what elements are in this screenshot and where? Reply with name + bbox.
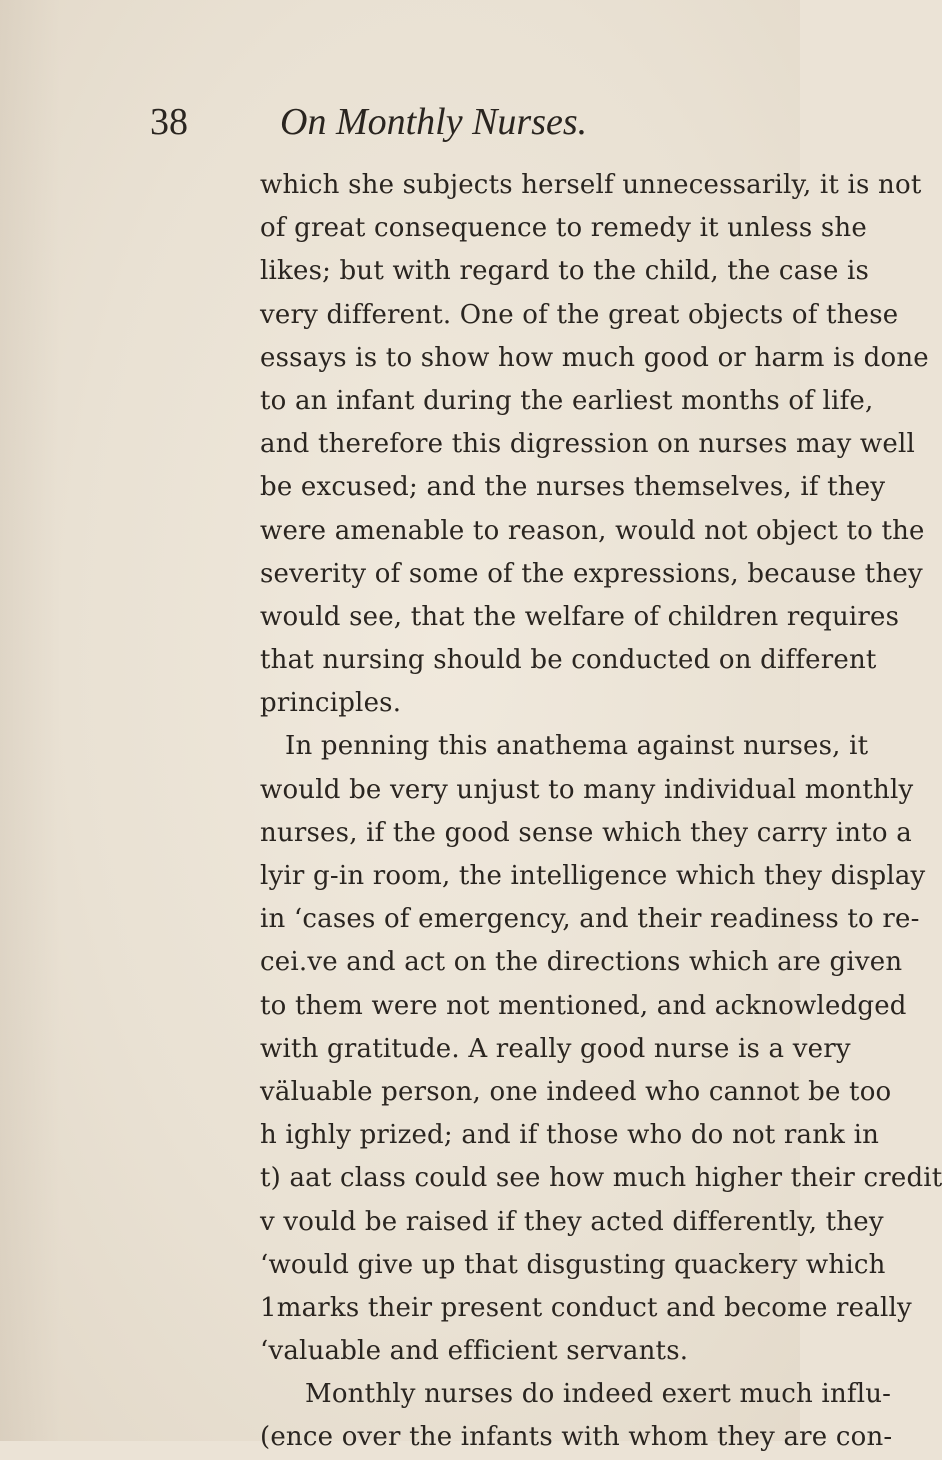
- text-line: nurses, if the good sense which they carry into a: [260, 817, 912, 848]
- text-line: ‘would give up that disgusting quackery which: [260, 1249, 886, 1280]
- text-line: lyir g-in room, the intelligence which they display: [260, 861, 926, 891]
- text-line: 1marks their present conduct and become really: [260, 1292, 912, 1323]
- text-line: essays is to show how much good or harm is done: [260, 342, 929, 373]
- text-line: to them were not mentioned, and acknowledged: [260, 990, 907, 1021]
- text-line: cei.ve and act on the directions which are given: [260, 947, 903, 978]
- text-line: In penning this anathema against nurses, it: [285, 731, 869, 762]
- body-text: [0, 164, 942, 1460]
- text-line: ‘valuable and efficient servants.: [260, 1336, 689, 1367]
- text-line: would be very unjust to many individual monthly: [260, 774, 914, 805]
- text-line: and therefore this digression on nurses may well: [260, 429, 916, 460]
- text-line: to an infant during the earliest months of life,: [260, 385, 874, 416]
- text-line: t) aat class could see how much higher their credit: [260, 1163, 942, 1194]
- text-line: principles.: [260, 688, 402, 719]
- text-line: of great consequence to remedy it unless she: [260, 213, 867, 244]
- text-line: in ‘cases of emergency, and their readiness to re-: [260, 904, 920, 935]
- text-line: very different. One of the great objects of these: [260, 299, 899, 330]
- text-line: with gratitude. A really good nurse is a very: [260, 1033, 851, 1064]
- text-line: were amenable to reason, would not object to the: [260, 515, 925, 546]
- text-line: väluable person, one indeed who cannot be too: [260, 1076, 892, 1107]
- text-line: would see, that the welfare of children requires: [260, 601, 900, 632]
- page-number: 38: [150, 101, 188, 143]
- text-line: be excused; and the nurses themselves, if they: [260, 472, 886, 503]
- text-line: Monthly nurses do indeed exert much influ-: [305, 1379, 892, 1410]
- text-line: likes; but with regard to the child, the case is: [260, 256, 870, 287]
- text-line: severity of some of the expressions, because they: [260, 558, 923, 589]
- text-line: (ence over the infants with whom they are con-: [260, 1422, 893, 1453]
- running-title: On Monthly Nurses.: [280, 101, 588, 143]
- text-line: h ighly prized; and if those who do not rank in: [260, 1120, 880, 1151]
- running-head: [150, 100, 750, 150]
- text-line: which she subjects herself unnecessarily, it is not: [260, 170, 922, 200]
- text-line: that nursing should be conducted on different: [260, 645, 877, 676]
- text-line: v vould be raised if they acted differently, they: [260, 1206, 884, 1237]
